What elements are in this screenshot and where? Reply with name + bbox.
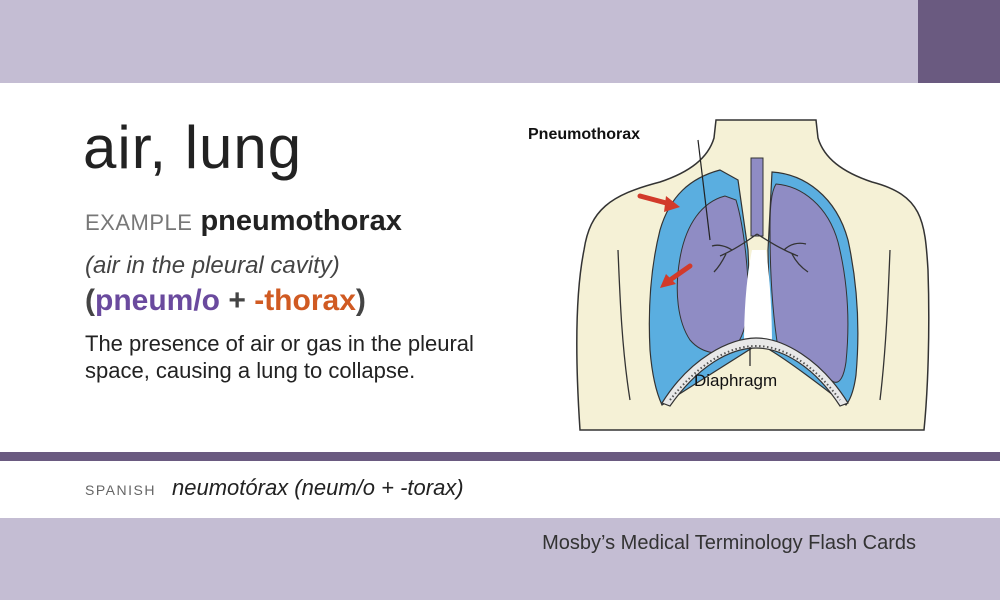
divider-line xyxy=(0,452,1000,461)
pneumothorax-illustration xyxy=(520,100,940,440)
bottom-band xyxy=(0,518,1000,600)
breakdown-close-paren: ) xyxy=(355,284,366,317)
example-line xyxy=(85,207,402,236)
corner-block xyxy=(918,0,1000,83)
example-label: EXAMPLE xyxy=(85,210,193,235)
definition-text: The presence of air or gas in the pleural space, causing a lung to collapse. xyxy=(85,331,474,383)
breakdown-root: pneum/o xyxy=(95,284,220,317)
breakdown-plus: + xyxy=(220,284,255,317)
term-title: air, lung xyxy=(83,114,303,181)
example-gloss: (air in the pleural cavity) xyxy=(85,252,340,279)
example-word: pneumothorax xyxy=(200,205,402,237)
breakdown-suffix: -thorax xyxy=(254,284,356,317)
spanish-label: SPANISH xyxy=(85,482,156,498)
breakdown-open-paren: ( xyxy=(85,284,95,317)
diaphragm-label: Diaphragm xyxy=(694,371,778,390)
word-breakdown xyxy=(85,284,366,318)
pneumothorax-label: Pneumothorax xyxy=(528,126,641,143)
footer-title: Mosby’s Medical Terminology Flash Cards xyxy=(542,532,916,554)
spanish-term: neumotórax (neum/o + -torax) xyxy=(172,475,464,500)
top-band xyxy=(0,0,1000,83)
trachea xyxy=(751,158,763,236)
